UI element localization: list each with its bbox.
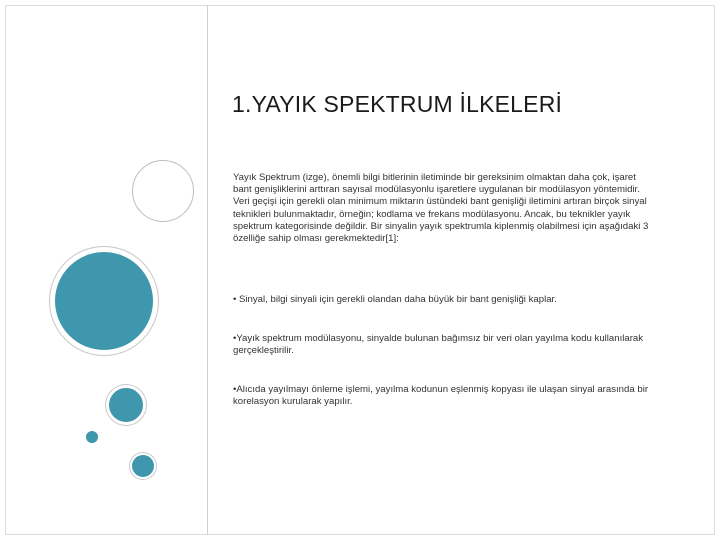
decor-circle-small <box>86 431 98 443</box>
intro-paragraph: Yayık Spektrum (izge), önemli bilgi bitlerinin iletiminde bir gereksinim olmaktan daha çok, işaret bant genişliklerini arttıran sayısal modülasyonlu işaretlere uygulanan bir modülasyon yöntemidir. Veri geçişi için gerekli olan minimum miktarın üstündeki bant genişliği iletimini artıran birçok sinyal teknikleri bulunmaktadır, örneğin; kodlama ve frekans modülasyonu. Ancak, bu teknikler yayık spektrum kategorisinde değildir. Bir sinyalin yayık spektrumla kiplenmiş olabilmesi için aşağıdaki 3 özelliğe sahip olması gerekmektedir[1]: <box>233 172 649 245</box>
bullet-item-2: •Yayık spektrum modülasyonu, sinyalde bulunan bağımsız bir veri olan yayılma kodu kullanılarak gerçekleştirilir. <box>233 333 644 357</box>
decor-circle-large-top <box>132 160 194 222</box>
bullet-item-3: •Alıcıda yayılmayı önleme işlemi, yayılma kodunun eşlenmiş kopyası ile ulaşan sinyal arasında bir korelasyon kurularak yapılır. <box>233 384 649 408</box>
bullet-item-1: • Sinyal, bilgi sinyali için gerekli olandan daha büyük bir bant genişliği kaplar. <box>233 294 557 305</box>
decor-circle-bottom <box>130 453 156 479</box>
decor-circle-xlarge <box>50 247 158 355</box>
slide-title: 1.YAYIK SPEKTRUM İLKELERİ <box>232 91 563 117</box>
vertical-divider <box>207 5 208 535</box>
decor-circle-medium <box>106 385 146 425</box>
